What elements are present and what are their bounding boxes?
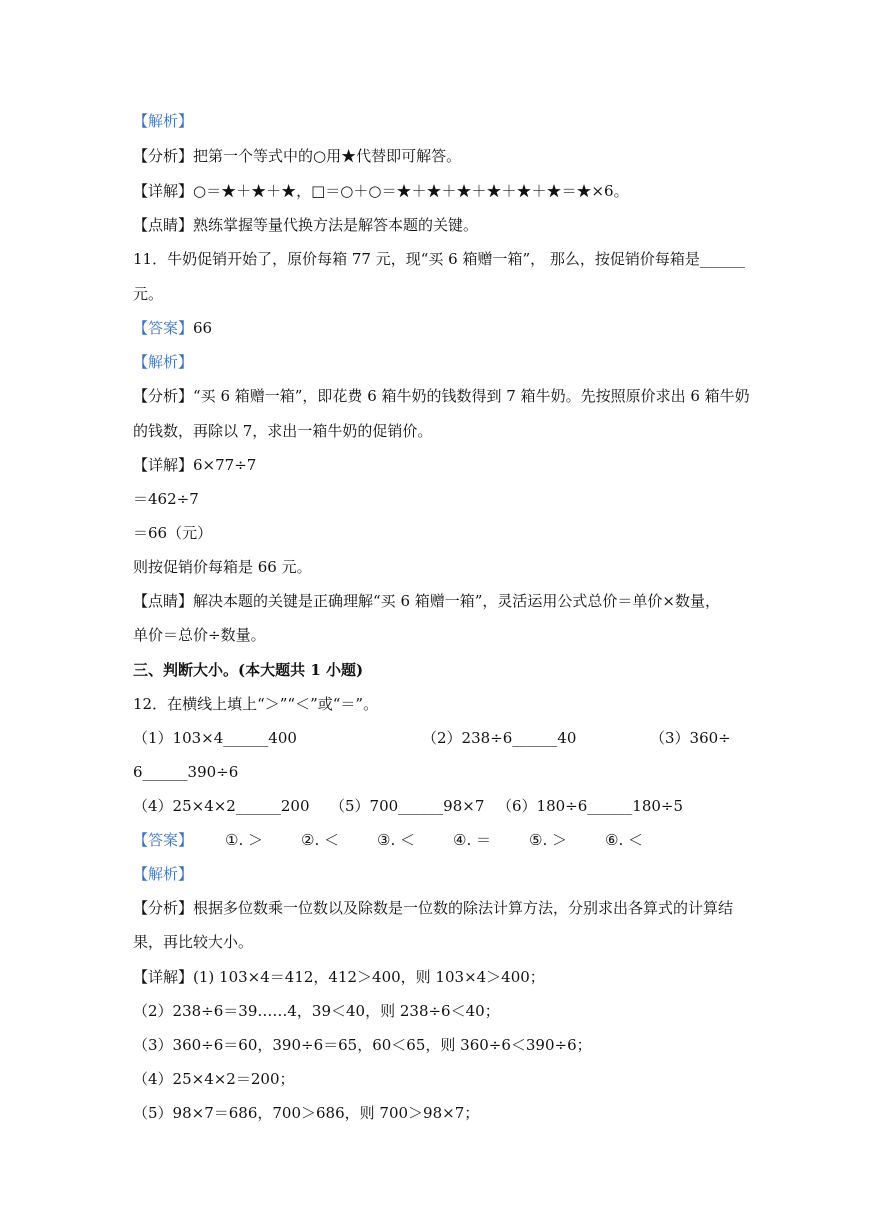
q12-answer-row [133,830,193,850]
q11-conclusion: 则按促销价每箱是 66 元。 [133,558,312,576]
q11-xiangjie-step3: ＝66（元） [133,524,213,542]
q12-answer-1: ①. ＞ [225,831,263,849]
xiangjie-tag: 【详解】 [133,182,194,200]
q12-stem: 12．在横线上填上“＞”“＜”或“＝”。 [133,695,379,713]
dianjing-text: 解决本题的关键是正确理解“买 6 箱赠一箱”，灵活运用公式总价＝单价×数量， [193,592,721,610]
q12-detail-3: （3）360÷6＝60，390÷6＝65，60＜65，则 360÷6＜390÷6； [133,1036,592,1054]
q10-fenxi [133,146,461,166]
q12-item-6: （6）180÷6______180÷5 [497,797,684,815]
q12-item-3b: 6______390÷6 [133,763,239,781]
q10-xiangjie [133,181,629,201]
q11-stem-line2: 元。 [133,285,164,303]
q12-detail-5: （5）98×7＝686，700＞686，则 700＞98×7； [133,1104,480,1122]
q11-fenxi-line1 [133,386,750,406]
q11-answer [133,318,212,338]
q12-answer-6: ⑥. ＜ [605,831,643,849]
q10-jiexi-label: 【解析】 [133,112,194,130]
fenxi-text: “买 6 箱赠一箱”，即花费 6 箱牛奶的钱数得到 7 箱牛奶。先按照原价求出 6 箱牛奶 [193,387,750,405]
q10-dianjing [133,215,478,235]
q12-detail-2: （2）238÷6＝39……4，39＜40，则 238÷6＜40； [133,1002,500,1020]
q12-jiexi-label: 【解析】 [133,865,194,883]
q12-item-3a: （3）360÷ [650,729,731,747]
q12-answer-2: ②. ＜ [301,831,339,849]
fenxi-text: 把第一个等式中的○用★代替即可解答。 [193,147,462,165]
q11-xiangjie-step2: ＝462÷7 [133,490,199,508]
dianjing-tag: 【点睛】 [133,592,194,610]
q11-dianjing-line2: 单价＝总价÷数量。 [133,626,266,644]
q12-item-1: （1）103×4______400 [133,729,297,747]
q12-answer-4: ④. ＝ [453,831,491,849]
fenxi-tag: 【分析】 [133,899,194,917]
q12-detail-4: （4）25×4×2＝200； [133,1070,295,1088]
q11-fenxi-line2: 的钱数，再除以 7，求出一箱牛奶的促销价。 [133,422,433,440]
q12-fenxi-line1 [133,898,733,918]
q12-item-2: （2）238÷6______40 [422,729,577,747]
xiangjie-tag: 【详解】 [133,968,194,986]
dianjing-text: 熟练掌握等量代换方法是解答本题的关键。 [193,216,479,234]
q11-jiexi-label: 【解析】 [133,353,194,371]
q12-item-4: （4）25×4×2______200 [133,797,310,815]
detail-text: (1) 103×4＝412，412＞400，则 103×4＞400； [193,968,545,986]
fenxi-tag: 【分析】 [133,387,194,405]
q11-dianjing-line1 [133,591,720,611]
dianjing-tag: 【点睛】 [133,216,194,234]
q12-item-5: （5）700______98×7 [330,797,485,815]
section-title: 三、判断大小。(本大题共 1 小题) [133,661,364,679]
fenxi-text: 根据多位数乘一位数以及除数是一位数的除法计算方法，分别求出各算式的计算结 [193,899,734,917]
fenxi-tag: 【分析】 [133,147,194,165]
answer-tag: 【答案】 [133,831,194,849]
q11-xiangjie-step1 [133,455,256,475]
q12-fenxi-line2: 果，再比较大小。 [133,933,254,951]
xiangjie-tag: 【详解】 [133,456,194,474]
q12-detail-1 [133,967,545,987]
xiangjie-text: ○＝★＋★＋★，□＝○＋○＝★＋★＋★＋★＋★＋★＝★×6。 [193,182,629,200]
q12-answer-3: ③. ＜ [377,831,415,849]
answer-value: 66 [193,319,213,337]
step-text: 6×77÷7 [193,456,257,474]
answer-tag: 【答案】 [133,319,194,337]
q11-stem-line1: 11．牛奶促销开始了，原价每箱 77 元，现“买 6 箱赠一箱”， 那么，按促销价每箱是______ [133,250,745,268]
q12-answer-5: ⑤. ＞ [529,831,567,849]
